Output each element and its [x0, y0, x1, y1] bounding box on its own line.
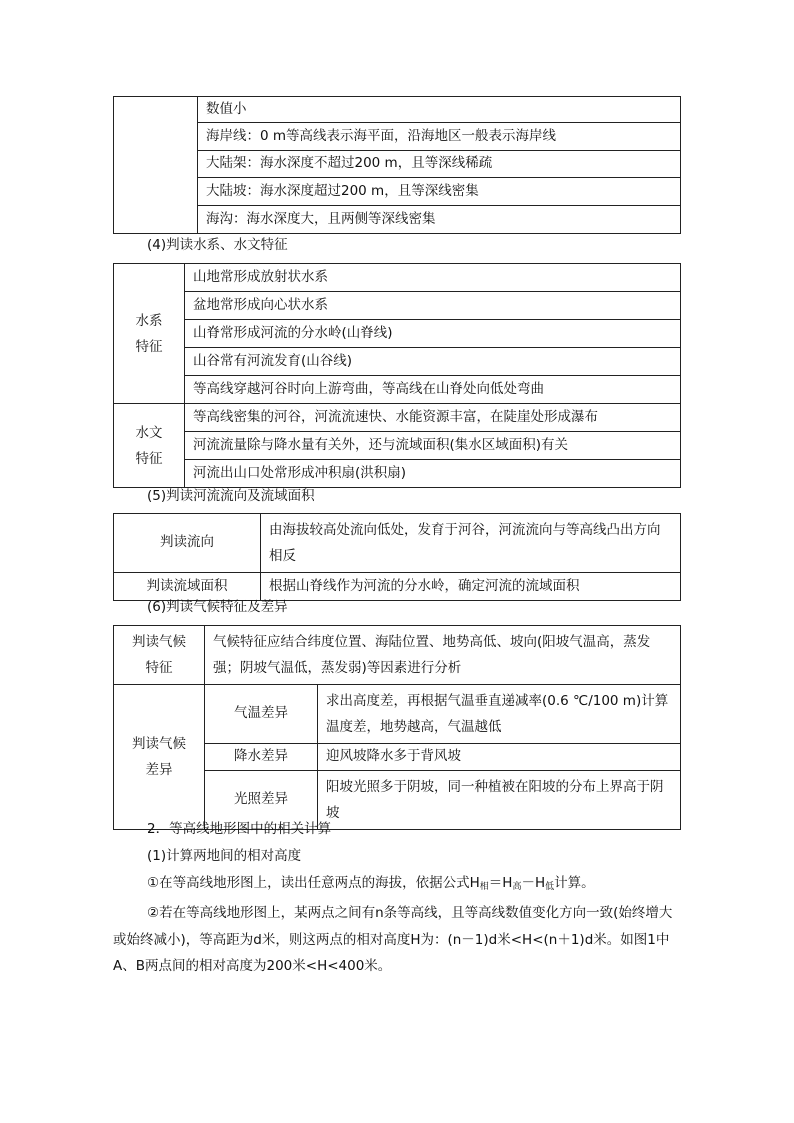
row-label: 判读流域面积: [114, 573, 261, 601]
table-row: 山地常形成放射状水系: [185, 264, 681, 292]
water-system-table: [113, 263, 681, 488]
climate-table: [113, 625, 681, 830]
group-label-water-system: 水系特征: [114, 264, 185, 404]
heading-5: (5)判读河流流向及流域面积: [147, 488, 315, 504]
empty-label-cell: [114, 97, 198, 234]
sub-label: 降水差异: [205, 744, 318, 771]
group-label-climate-diff: 判读气候差异: [114, 685, 205, 830]
sub-label: 光照差异: [205, 771, 318, 830]
table-row: 河流出山口处常形成冲积扇(洪积扇): [185, 460, 681, 488]
table-row: 山脊常形成河流的分水岭(山脊线): [185, 320, 681, 348]
table-row: 等高线穿越河谷时向上游弯曲，等高线在山脊处向低处弯曲: [185, 376, 681, 404]
sub-text: 求出高度差，再根据气温垂直递减率(0.6 ℃/100 m)计算温度差，地势越高，气温越低: [318, 685, 681, 744]
heading-6: (6)判读气候特征及差异: [147, 599, 288, 615]
row-text: 由海拔较高处流向低处，发育于河谷，河流流向与等高线凸出方向相反: [261, 514, 681, 573]
table-row: 山谷常有河流发育(山谷线): [185, 348, 681, 376]
section-heading: 2．等高线地形图中的相关计算: [147, 821, 332, 837]
table-row: 海岸线：0 m等高线表示海平面，沿海地区一般表示海岸线: [198, 123, 681, 151]
heading-4: (4)判读水系、水文特征: [147, 237, 288, 253]
row-text: 气候特征应结合纬度位置、海陆位置、地势高低、坡向(阳坡气温高，蒸发强；阴坡气温低，蒸发弱)等因素进行分析: [205, 626, 681, 685]
table-row: 盆地常形成向心状水系: [185, 292, 681, 320]
table-row: 数值小: [198, 97, 681, 123]
sub-label: 气温差异: [205, 685, 318, 744]
table-row: 河流流量除与降水量有关外，还与流域面积(集水区域面积)有关: [185, 432, 681, 460]
table-row: 等高线密集的河谷，河流流速快、水能资源丰富，在陡崖处形成瀑布: [185, 404, 681, 432]
sub-text: 迎风坡降水多于背风坡: [318, 744, 681, 771]
river-flow-table: [113, 513, 681, 601]
row-text: 根据山脊线作为河流的分水岭，确定河流的流域面积: [261, 573, 681, 601]
table-row: 大陆架：海水深度不超过200 m，且等深线稀疏: [198, 151, 681, 178]
sub-heading: (1)计算两地间的相对高度: [147, 848, 302, 864]
sub-text: 阳坡光照多于阴坡，同一种植被在阳坡的分布上界高于阴坡: [318, 771, 681, 830]
group-label-hydrology: 水文特征: [114, 404, 185, 488]
table-row: 大陆坡：海水深度超过200 m，且等深线密集: [198, 178, 681, 206]
row-label: 判读流向: [114, 514, 261, 573]
table-row: 海沟：海水深度大，且两侧等深线密集: [198, 206, 681, 234]
formula-paragraph: ①在等高线地形图上，读出任意两点的海拔，依据公式$H_相=H_高-H_低$计算。: [147, 875, 595, 892]
relative-height-paragraph: ②若在等高线地形图上，某两点之间有n条等高线，且等高线数值变化方向一致(始终增大或始终减小)，等高距为d米，则这两点的相对高度H为：(n－1)d米<H<(n＋1)d米。如图1中A、B两点间的相对高度为200米<H<400米。: [113, 905, 673, 974]
sea-depth-table: [113, 96, 681, 234]
row-label: 判读气候特征: [114, 626, 205, 685]
